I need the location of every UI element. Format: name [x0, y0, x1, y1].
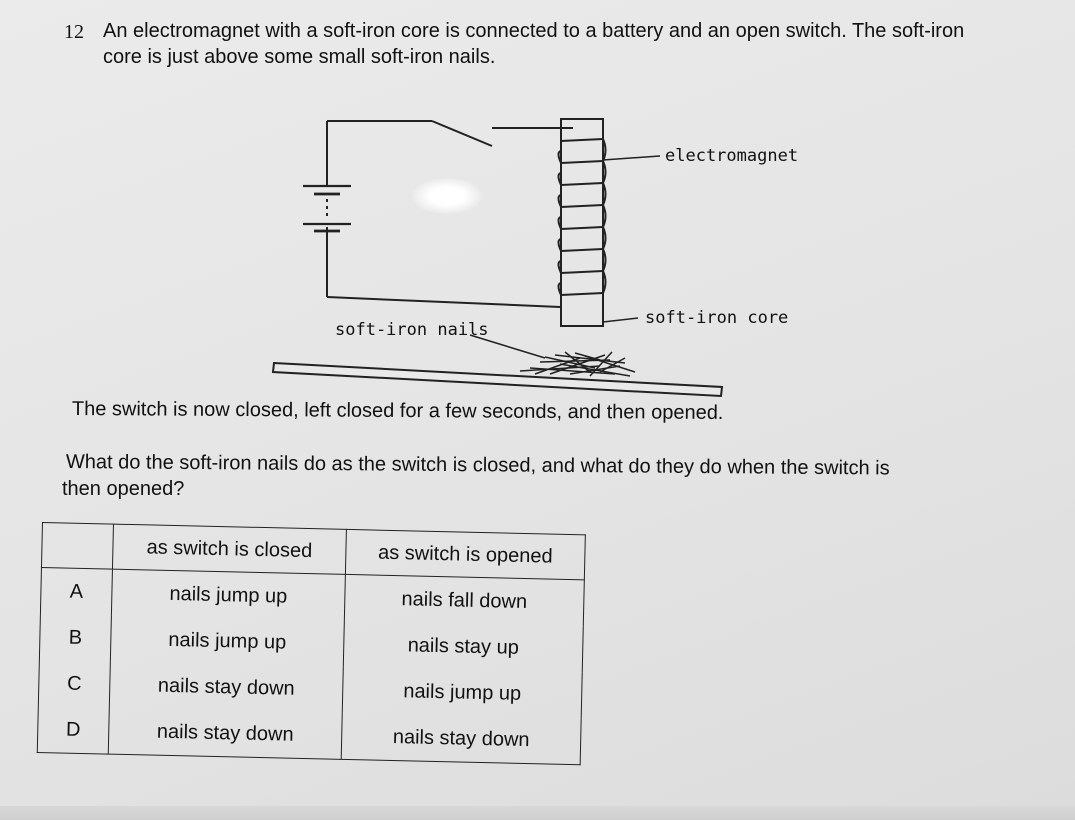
option-letter: B: [39, 614, 111, 662]
question-prompt-line-1: What do the soft-iron nails do as the switch is closed, and what do they do when the switch is: [65, 451, 890, 480]
battery-symbol: [303, 186, 351, 231]
question-number: 12: [64, 21, 84, 43]
header-switch-closed: as switch is closed: [112, 524, 346, 574]
option-closed-text: nails jump up: [111, 569, 345, 621]
option-opened-text: nails fall down: [344, 574, 584, 626]
label-soft-iron-core: soft-iron core: [645, 308, 789, 328]
option-opened-text: nails stay down: [341, 713, 581, 765]
question-text-line-1: An electromagnet with a soft-iron core is connected to a battery and an open switch. The soft-iron: [103, 20, 965, 42]
label-soft-iron-nails: soft-iron nails: [335, 320, 489, 340]
bench-surface: [273, 363, 722, 396]
option-letter: D: [37, 706, 109, 754]
page-bottom-edge: [0, 806, 1075, 820]
option-letter: A: [40, 567, 112, 615]
option-closed-text: nails jump up: [110, 616, 344, 667]
header-switch-opened: as switch is opened: [345, 529, 585, 579]
glare-spot: [412, 178, 482, 214]
option-opened-text: nails stay up: [343, 621, 583, 672]
statement-text: The switch is now closed, left closed for a few seconds, and then opened.: [71, 398, 724, 424]
header-letter-cell: [41, 523, 113, 570]
label-electromagnet: electromagnet: [665, 146, 799, 166]
option-opened-text: nails jump up: [342, 667, 582, 718]
question-prompt-line-2: then opened?: [62, 478, 185, 500]
answer-options-table: [37, 522, 586, 765]
electromagnet-coil: [559, 139, 606, 295]
option-letter: C: [38, 660, 110, 708]
option-closed-text: nails stay down: [108, 708, 342, 760]
option-closed-text: nails stay down: [109, 662, 343, 713]
question-text-line-2: core is just above some small soft-iron nails.: [103, 46, 496, 68]
